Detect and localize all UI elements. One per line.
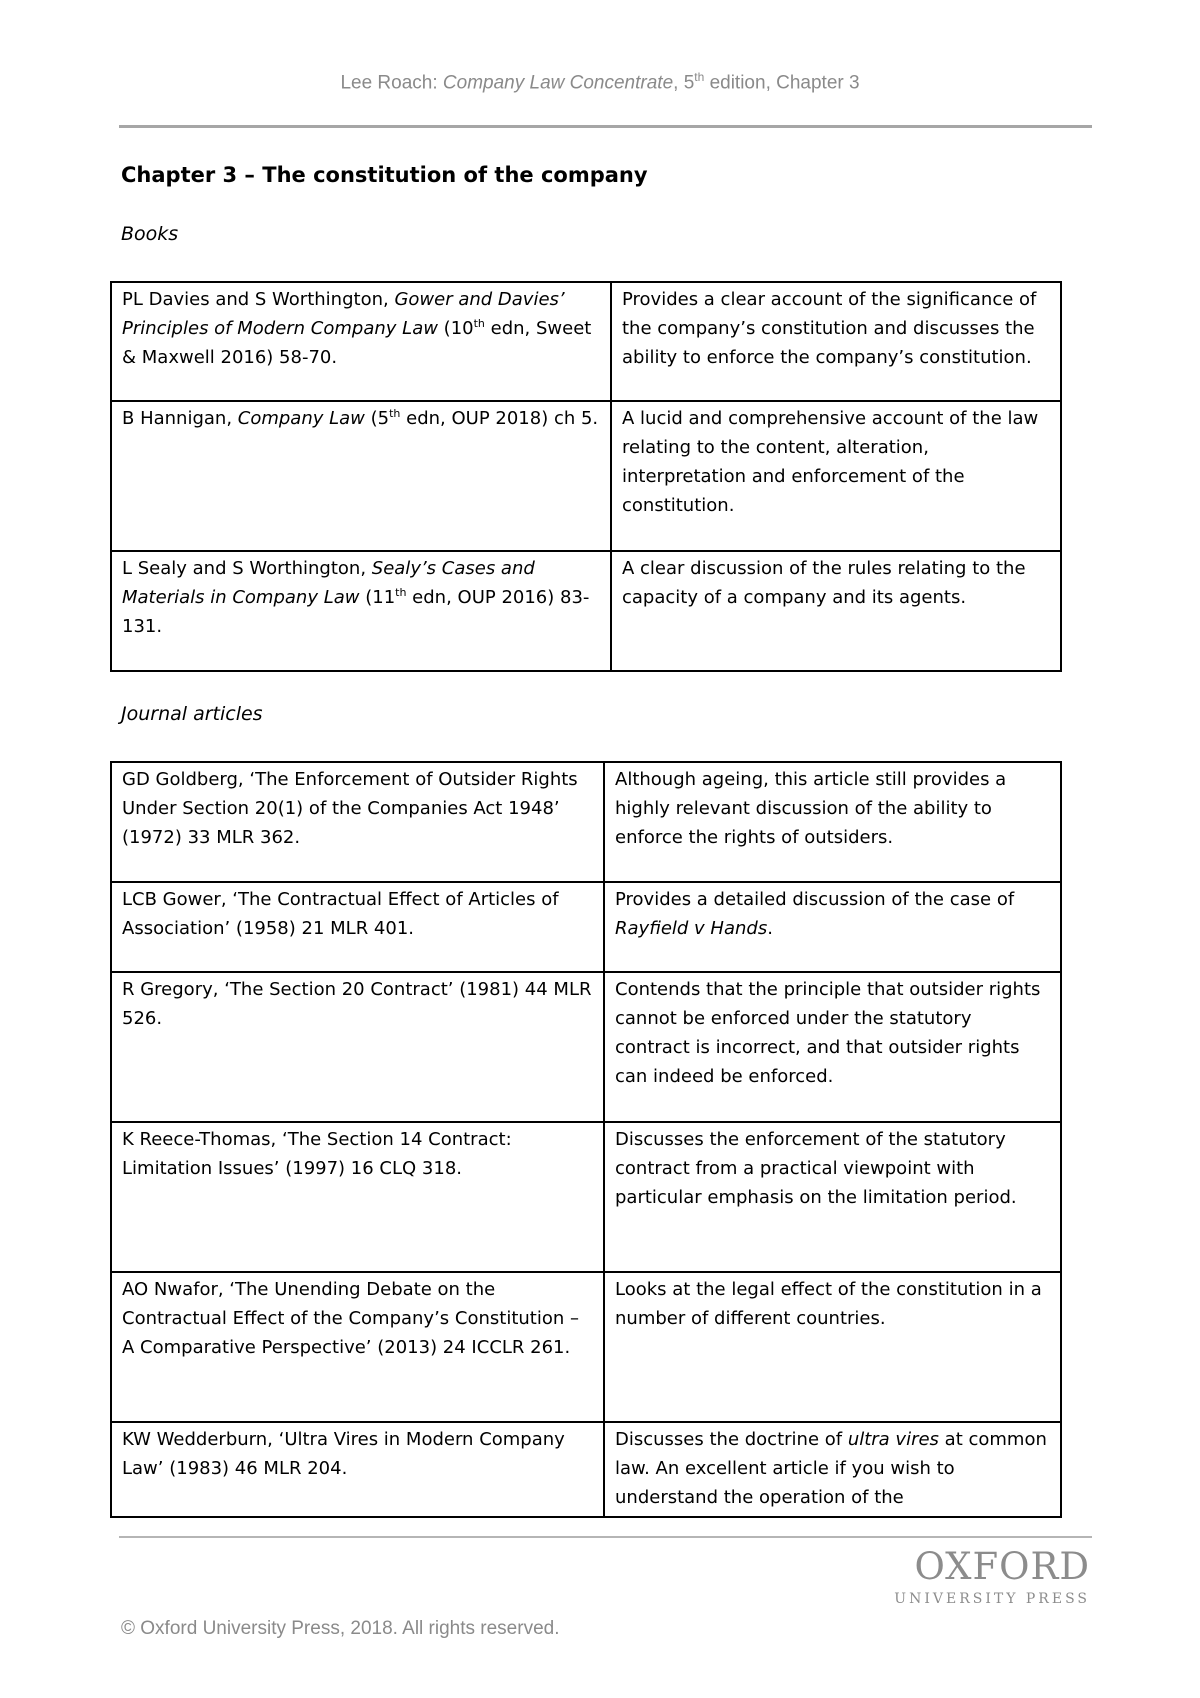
- table-row: [111, 972, 1061, 1122]
- book-note: A clear discussion of the rules relating to the capacity of a company and its agents.: [611, 551, 1061, 671]
- article-note: [604, 1272, 1061, 1422]
- reference-text: PL Davies and S Worthington,: [122, 289, 395, 310]
- edition-sup: th: [473, 317, 485, 330]
- book-title: Company Law: [237, 408, 365, 429]
- case-name: Rayfield v Hands: [615, 918, 768, 939]
- book-reference: [111, 551, 611, 671]
- article-reference: K Reece-Thomas, ‘The Section 14 Contract: Limitation Issues’ (1997) 16 CLQ 318.: [111, 1122, 604, 1272]
- note-text: Discusses the doctrine of: [615, 1429, 848, 1450]
- page-title: Chapter 3 – The constitution of the company: [121, 163, 648, 187]
- copyright-notice: © Oxford University Press, 2018. All rights reserved.: [121, 1618, 560, 1639]
- article-note: [604, 882, 1061, 972]
- reference-text: (11: [359, 587, 396, 608]
- oxford-logo: [880, 1545, 1090, 1607]
- table-row: [111, 1422, 1061, 1517]
- logo-wordmark: OXFORD: [914, 1545, 1090, 1588]
- article-note: [604, 762, 1061, 882]
- header-book-title: Company Law Concentrate: [442, 72, 674, 94]
- book-reference: [111, 282, 611, 401]
- header-edition-sup: th: [694, 70, 705, 84]
- header-author: Lee Roach:: [340, 72, 443, 94]
- note-text: Contends that the principle that outsider rights cannot be enforced under the statutory contract is incorrect, and that outsider rights can indeed be enforced.: [615, 979, 1041, 1087]
- book-note: A lucid and comprehensive account of the law relating to the content, alteration, interpretation and enforcement of the constitution.: [611, 401, 1061, 551]
- table-row: [111, 551, 1061, 671]
- article-reference: GD Goldberg, ‘The Enforcement of Outsider Rights Under Section 20(1) of the Companies Act 1948’ (1972) 33 MLR 362.: [111, 762, 604, 882]
- header-edition: , 5: [673, 72, 695, 94]
- note-text: Discusses the enforcement of the statutory contract from a practical viewpoint with particular emphasis on the limitation period.: [615, 1129, 1017, 1208]
- journals-heading: Journal articles: [121, 703, 263, 725]
- books-heading: Books: [121, 223, 179, 245]
- table-row: [111, 1272, 1061, 1422]
- article-reference: KW Wedderburn, ‘Ultra Vires in Modern Company Law’ (1983) 46 MLR 204.: [111, 1422, 604, 1517]
- table-row: [111, 1122, 1061, 1272]
- note-text: Provides a detailed discussion of the case of: [615, 889, 1015, 910]
- book-reference: [111, 401, 611, 551]
- note-text: Although ageing, this article still provides a highly relevant discussion of the ability to enforce the rights of outsiders.: [615, 769, 1007, 848]
- header-divider: [119, 125, 1092, 128]
- reference-text: (10: [437, 318, 474, 339]
- reference-text: B Hannigan,: [122, 408, 238, 429]
- note-text: .: [767, 918, 773, 939]
- logo-subtitle: UNIVERSITY PRESS: [894, 1591, 1090, 1607]
- table-row: [111, 282, 1061, 401]
- reference-text: edn, OUP 2016) 83-131.: [122, 587, 590, 637]
- article-reference: R Gregory, ‘The Section 20 Contract’ (1981) 44 MLR 526.: [111, 972, 604, 1122]
- book-note: Provides a clear account of the significance of the company’s constitution and discusses the ability to enforce the company’s constitution.: [611, 282, 1061, 401]
- article-note: [604, 1422, 1061, 1517]
- header-edition-rest: edition, Chapter 3: [704, 72, 860, 94]
- book-title: Gower and Davies’ Principles of Modern Company Law: [122, 289, 565, 339]
- journals-table: [110, 761, 1062, 1518]
- running-header: [0, 70, 1200, 94]
- article-note: [604, 1122, 1061, 1272]
- edition-sup: th: [395, 586, 407, 599]
- article-reference: AO Nwafor, ‘The Unending Debate on the Contractual Effect of the Company’s Constitution – A Comparative Perspective’ (2013) 24 ICCLR 261.: [111, 1272, 604, 1422]
- article-note: [604, 972, 1061, 1122]
- reference-text: (5: [364, 408, 390, 429]
- article-reference: LCB Gower, ‘The Contractual Effect of Articles of Association’ (1958) 21 MLR 401.: [111, 882, 604, 972]
- table-row: [111, 882, 1061, 972]
- footer-divider: [119, 1536, 1092, 1538]
- reference-text: edn, OUP 2018) ch 5.: [400, 408, 599, 429]
- table-row: [111, 401, 1061, 551]
- reference-text: edn, Sweet & Maxwell 2016) 58-70.: [122, 318, 592, 368]
- book-title: Sealy’s Cases and Materials in Company Law: [122, 558, 535, 608]
- note-text: Looks at the legal effect of the constitution in a number of different countries.: [615, 1279, 1042, 1329]
- note-text: at common law. An excellent article if you wish to understand the operation of the: [615, 1429, 1047, 1508]
- books-table: [110, 281, 1062, 672]
- edition-sup: th: [389, 407, 401, 420]
- reference-text: L Sealy and S Worthington,: [122, 558, 372, 579]
- doctrine-name: ultra vires: [847, 1429, 939, 1450]
- table-row: [111, 762, 1061, 882]
